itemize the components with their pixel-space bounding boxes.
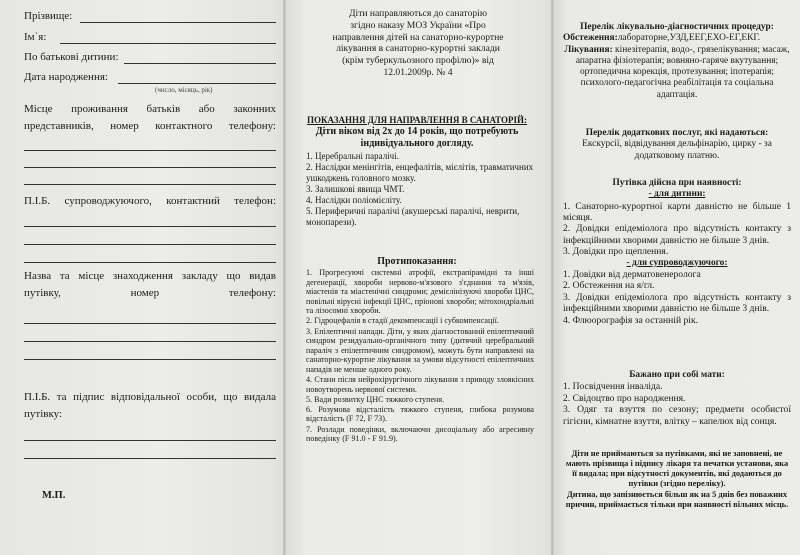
extra-services-block — [563, 128, 791, 162]
list-item: 3. Одяг та взуття по сезону; предмети особистої гігієни, кімнатне взуття, влітку – капелюх від сонця. — [563, 404, 791, 427]
procedures-block — [563, 22, 791, 101]
list-item: 2. Обстеження на я/гл. — [563, 280, 655, 292]
bring-title: Бажано при собі мати: — [629, 370, 725, 380]
list-item: 4. Стани після нейрохірургічного лікування з приводу злоякісних новоутворень нервової системи. — [306, 375, 534, 394]
list-item: 1. Довідки від дерматовенеролога — [563, 268, 701, 280]
official-line-1[interactable] — [24, 440, 276, 441]
contraindications-title: Протипоказання: — [377, 256, 457, 267]
admission-notes — [563, 449, 791, 511]
list-item: 1. Посвідчення інваліда. — [563, 381, 663, 393]
indications-panel — [286, 0, 550, 555]
list-item: 2. Гідроцефалія в стадії декомпенсації і субкомпенсації. — [306, 316, 499, 326]
list-item: 5. Периферичні паралічі (акушерські паралічі, неврити, монопарези). — [306, 206, 520, 227]
treatment-text: кінезітерапія, водо-, грязелікування; масаж, апаратна фізіотерапія; вовняно-гаряче вкутування; ортопедична корекція, протезування; іпотерапія; психолого-педагогічна реабілітація та соціальна адаптація. — [575, 44, 790, 100]
escort-line-1[interactable] — [24, 226, 276, 227]
list-item: 2. Довідки епідеміолога про відсутність контакту з інфекційними хворими давністю не більше 3 днів. — [563, 223, 791, 246]
voucher-valid-title: Путівка дійсна при наявності: — [612, 178, 742, 188]
note-text: Діти не приймаються за путівками, які не заповнені, не мають прізвища і підпису лікаря та печатки установи, яка її видала; при відсутності документів, які додаються до путівки (згідно переліку). — [565, 449, 789, 488]
birth-date-label: Дата народження: — [24, 71, 108, 83]
list-item: 3. Залишкові явища ЧМТ. — [306, 184, 405, 194]
list-item: 1. Прогресуючі системні атрофії, екстрапірамідні та інші дегенерації, хвороби нервово-м'язового з'єднання та м'язів, міастенія та міастенічні синдроми; демієлінізуючі хвороби ЦНС, повільні вірусні інфекції ЦНС, пріонові хвороби; мітохондріальні та лізосомні хвороби. — [306, 268, 534, 316]
official-label: П.І.Б. та підпис відповідальної особи, що видала путівку: — [24, 391, 276, 420]
list-item: 3. Епілептичні напади. Діти, у яких діагностований епілептичний синдром резидуально-органічного типу (дитячий церебральний параліч з епілептичним синдромом), можуть бути направлені на санаторно-курортне лікування за умови відсутності епілептичних нападів не менше одного року. — [306, 326, 534, 374]
registration-form-panel — [0, 0, 283, 555]
stamp-place: М.П. — [42, 490, 66, 501]
indications-list — [306, 151, 534, 228]
institution-line-1[interactable] — [24, 323, 276, 324]
list-item: 3. Довідки про щеплення. — [563, 246, 669, 258]
extra-services-title: Перелік додаткових послуг, які надаються: — [585, 128, 769, 138]
voucher-valid-block — [563, 178, 791, 326]
escort-line-2[interactable] — [24, 244, 276, 245]
list-item: 5. Вади розвитку ЦНС тяжкого ступеня. — [306, 394, 445, 404]
exams-text: лабораторне,УЗД,ЕЕГ,ЕХО-ЕГ,ЕКГ. — [617, 33, 761, 44]
list-item: 4. Наслідки поліомієліту. — [306, 195, 402, 205]
list-item: 3. Довідки епідеміолога про відсутність контакту з інфекційними хворими давністю не більше 3 днів. — [563, 291, 791, 315]
list-item: 2. Наслідки менінгітів, енцефалітів, мієлітів, травматичних ушкоджень головного мозку. — [306, 162, 534, 183]
institution-line-2[interactable] — [24, 341, 276, 342]
extra-services-text: Екскурсії, відвідування дельфінарію, цирку - за додатковому платню. — [582, 139, 772, 161]
list-item: 4. Флюорографія за останній рік. — [563, 314, 699, 326]
intro-order-text: Діти направляються до санаторію згідно наказу МОЗ України «Про направлення дітей на санаторно-курортне лікування в санаторно-курортні заклади (крім туберкульозного профілю)» від 12.01.2009р. № 4 — [332, 8, 504, 78]
treatment-label: Лікування: — [564, 44, 613, 55]
list-item: 1. Церебральні паралічі. — [306, 151, 399, 161]
official-line-2[interactable] — [24, 458, 276, 459]
fold-line-right — [551, 0, 554, 555]
patronymic-label: По батькові дитини: — [24, 51, 119, 63]
institution-line-3[interactable] — [24, 359, 276, 360]
surname-label: Прізвище: — [24, 10, 73, 22]
residence-line-3[interactable] — [24, 184, 276, 185]
surname-line[interactable] — [80, 22, 276, 23]
birth-date-hint: (число, місяць, рік) — [155, 86, 213, 94]
escort-line-3[interactable] — [24, 262, 276, 263]
residence-line-2[interactable] — [24, 167, 276, 168]
note-text: Дитина, що запізнюється більш як на 5 днів без поважних причин, приймається тільки при наявності вільних місць. — [565, 490, 789, 509]
patronymic-line[interactable] — [124, 63, 276, 64]
list-item: 7. Розлади поведінки, включаючи дисоціальну або агресивну поведінку (F 91.0 - F 91.9). — [306, 424, 534, 444]
birth-date-line[interactable] — [118, 83, 276, 84]
residence-label: Місце проживання батьків або законних представників, номер контактного телефону: — [24, 103, 276, 132]
list-item: 1. Санаторно-курортної карти давністю не більше 1 місяця. — [563, 200, 791, 223]
indications-subtitle: Діти віком від 2х до 14 років, що потребують індивідуального догляду. — [315, 126, 519, 149]
list-item: 6. Розумова відсталість тяжкого ступеня, глибока розумова відсталість (F 72, F 73). — [306, 404, 534, 424]
indications-title: ПОКАЗАННЯ ДЛЯ НАПРАВЛЕННЯ В САНАТОРІЙ: — [306, 115, 528, 125]
requirements-panel — [555, 0, 800, 555]
list-item: 2. Свідоцтво про народження. — [563, 392, 686, 404]
exams-label: Обстеження: — [563, 33, 618, 44]
residence-line-1[interactable] — [24, 150, 276, 151]
contraindications-list — [306, 268, 534, 444]
bring-block — [563, 370, 791, 427]
escort-docs-label: - для супроводжуючого: — [626, 257, 728, 268]
procedures-title: Перелік лікувально-діагностичних процедур: — [580, 22, 774, 32]
children-label: - для дитини: — [648, 189, 706, 200]
first-name-label: Ім`я: — [24, 31, 47, 43]
institution-label: Назва та місце знаходження закладу що видав путівку, номер телефону: — [24, 270, 276, 299]
first-name-line[interactable] — [60, 43, 276, 44]
escort-label: П.І.Б. супроводжуючого, контактний телефон: — [24, 195, 276, 207]
